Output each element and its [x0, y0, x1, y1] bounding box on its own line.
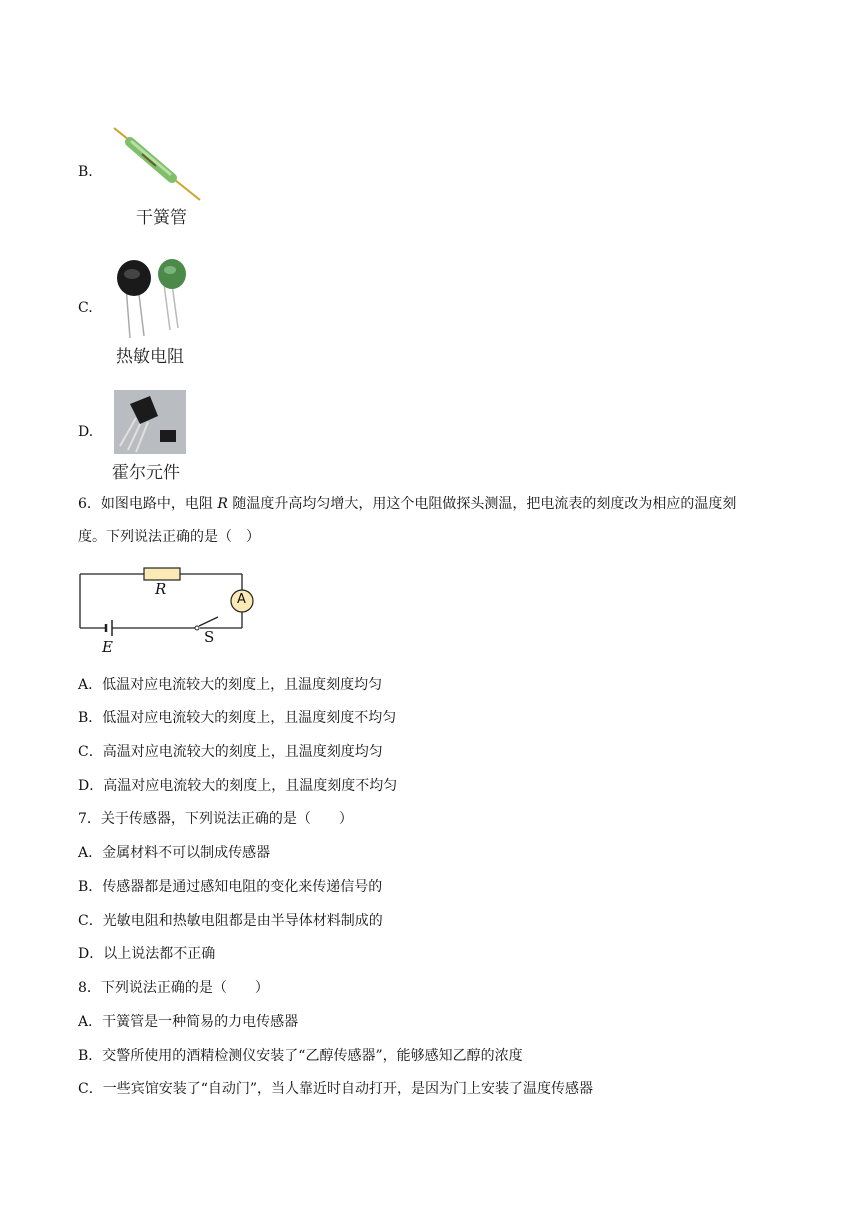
- q6-option-c: C．高温对应电流较大的刻度上，且温度刻度均匀: [78, 744, 383, 760]
- q7-option-c: C．光敏电阻和热敏电阻都是由半导体材料制成的: [78, 913, 383, 929]
- q7-option-b: B．传感器都是通过感知电阻的变化来传递信号的: [78, 879, 383, 895]
- q6-option-a: A．低温对应电流较大的刻度上，且温度刻度均匀: [78, 677, 383, 693]
- option-b-label: B.: [78, 164, 93, 180]
- option-d-label: D.: [78, 424, 94, 440]
- reed-switch-image: [112, 126, 204, 202]
- q6-option-d: D．高温对应电流较大的刻度上，且温度刻度不均匀: [78, 778, 398, 794]
- q6-r-label: R: [155, 580, 167, 598]
- q8-option-b: B．交警所使用的酒精检测仪安装了“乙醇传感器”，能够感知乙醇的浓度: [78, 1048, 523, 1064]
- q8-stem: 8．下列说法正确的是（ ）: [78, 980, 269, 996]
- thermistor-caption: 热敏电阻: [116, 347, 184, 367]
- q8-option-c: C．一些宾馆安装了“自动门”，当人靠近时自动打开，是因为门上安装了温度传感器: [78, 1081, 594, 1097]
- hall-element-image: [114, 390, 186, 454]
- q7-option-a: A．金属材料不可以制成传感器: [78, 845, 271, 861]
- hall-element-caption: 霍尔元件: [112, 463, 180, 483]
- q6-stem-line2: 度。下列说法正确的是（ ）: [78, 529, 260, 545]
- q8-option-a: A．干簧管是一种简易的力电传感器: [78, 1014, 299, 1030]
- q6-e-label: E: [102, 638, 113, 656]
- thermistor-image: [112, 256, 192, 340]
- reed-switch-caption: 干簧管: [136, 208, 187, 228]
- q6-stem-line1: 6．如图电路中，电阻 R 随温度升高均匀增大，用这个电阻做探头测温，把电流表的刻度改为相应的温度刻: [78, 496, 737, 512]
- q6-option-b: B．低温对应电流较大的刻度上，且温度刻度不均匀: [78, 710, 397, 726]
- option-c-label: C.: [78, 300, 93, 316]
- q6-ammeter-label: A: [237, 592, 246, 607]
- q7-option-d: D．以上说法都不正确: [78, 946, 216, 962]
- q6-s-label: S: [204, 628, 215, 646]
- q7-stem: 7．关于传感器，下列说法正确的是（ ）: [78, 811, 353, 827]
